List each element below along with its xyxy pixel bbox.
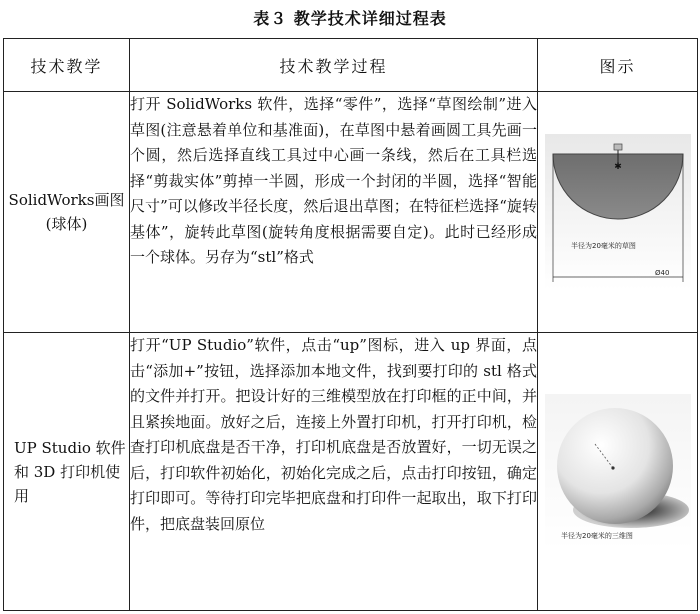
sphere-center — [611, 466, 614, 469]
origin-marker — [614, 144, 622, 150]
row-technique: UP Studio 软件和 3D 打印机使用 — [4, 333, 130, 611]
figure-caption: 半径为20毫米的草图 — [570, 242, 636, 250]
row-process: 打开 SolidWorks 软件，选择“零件”，选择“草图绘制”进入草图(注意悬着单位和基准面)，在草图中悬着画圆工具先画一个圆，然后选择直线工具过中心画一条线，然后在工具栏选择“剪裁实体”剪掉一半圆，形成一个封闭的半圆，选择“智能尺寸”可以修改半径长度，然后退出草图；在特征栏选择“旋转基体”，旋转此草图(旋转角度根据需要自定)。此时已经形成一个球体。另存为“stl”格式 — [130, 92, 538, 333]
row-figure — [538, 333, 698, 611]
header-figure: 图示 — [538, 39, 698, 92]
process-table — [3, 38, 698, 611]
sphere-figure — [543, 392, 693, 552]
table-row — [4, 92, 698, 333]
row-technique: SolidWorks画图(球体) — [4, 92, 130, 333]
row-figure — [538, 92, 698, 333]
dimension-label: Ø40 — [654, 269, 669, 277]
table-row — [4, 333, 698, 611]
sketch-figure — [543, 132, 693, 292]
figure-caption: 半径为20毫米的三维图 — [560, 531, 633, 540]
table-title: 表３ 教学技术详细过程表 — [253, 9, 447, 28]
sphere-shape — [557, 408, 673, 524]
table-header-row — [4, 39, 698, 92]
origin-glyph: ✱ — [613, 162, 622, 172]
header-technique: 技术教学 — [4, 39, 130, 92]
row-process: 打开“UP Studio”软件，点击“up”图标，进入 up 界面，点击“添加+”按钮，选择添加本地文件，找到要打印的 stl 格式的文件并打开。把设计好的三维模型放在打印框的正中间，并且紧挨地面。放好之后，连接上外置打印机，打开打印机，检查打印机底盘是否干净，打印机底盘是否放置好，一切无误之后，打印软件初始化，初始化完成之后，点击打印按钮，确定打印即可。等待打印完毕把底盘和打印件一起取出，取下打印件，把底盘装回原位 — [130, 333, 538, 611]
header-process: 技术教学过程 — [130, 39, 538, 92]
